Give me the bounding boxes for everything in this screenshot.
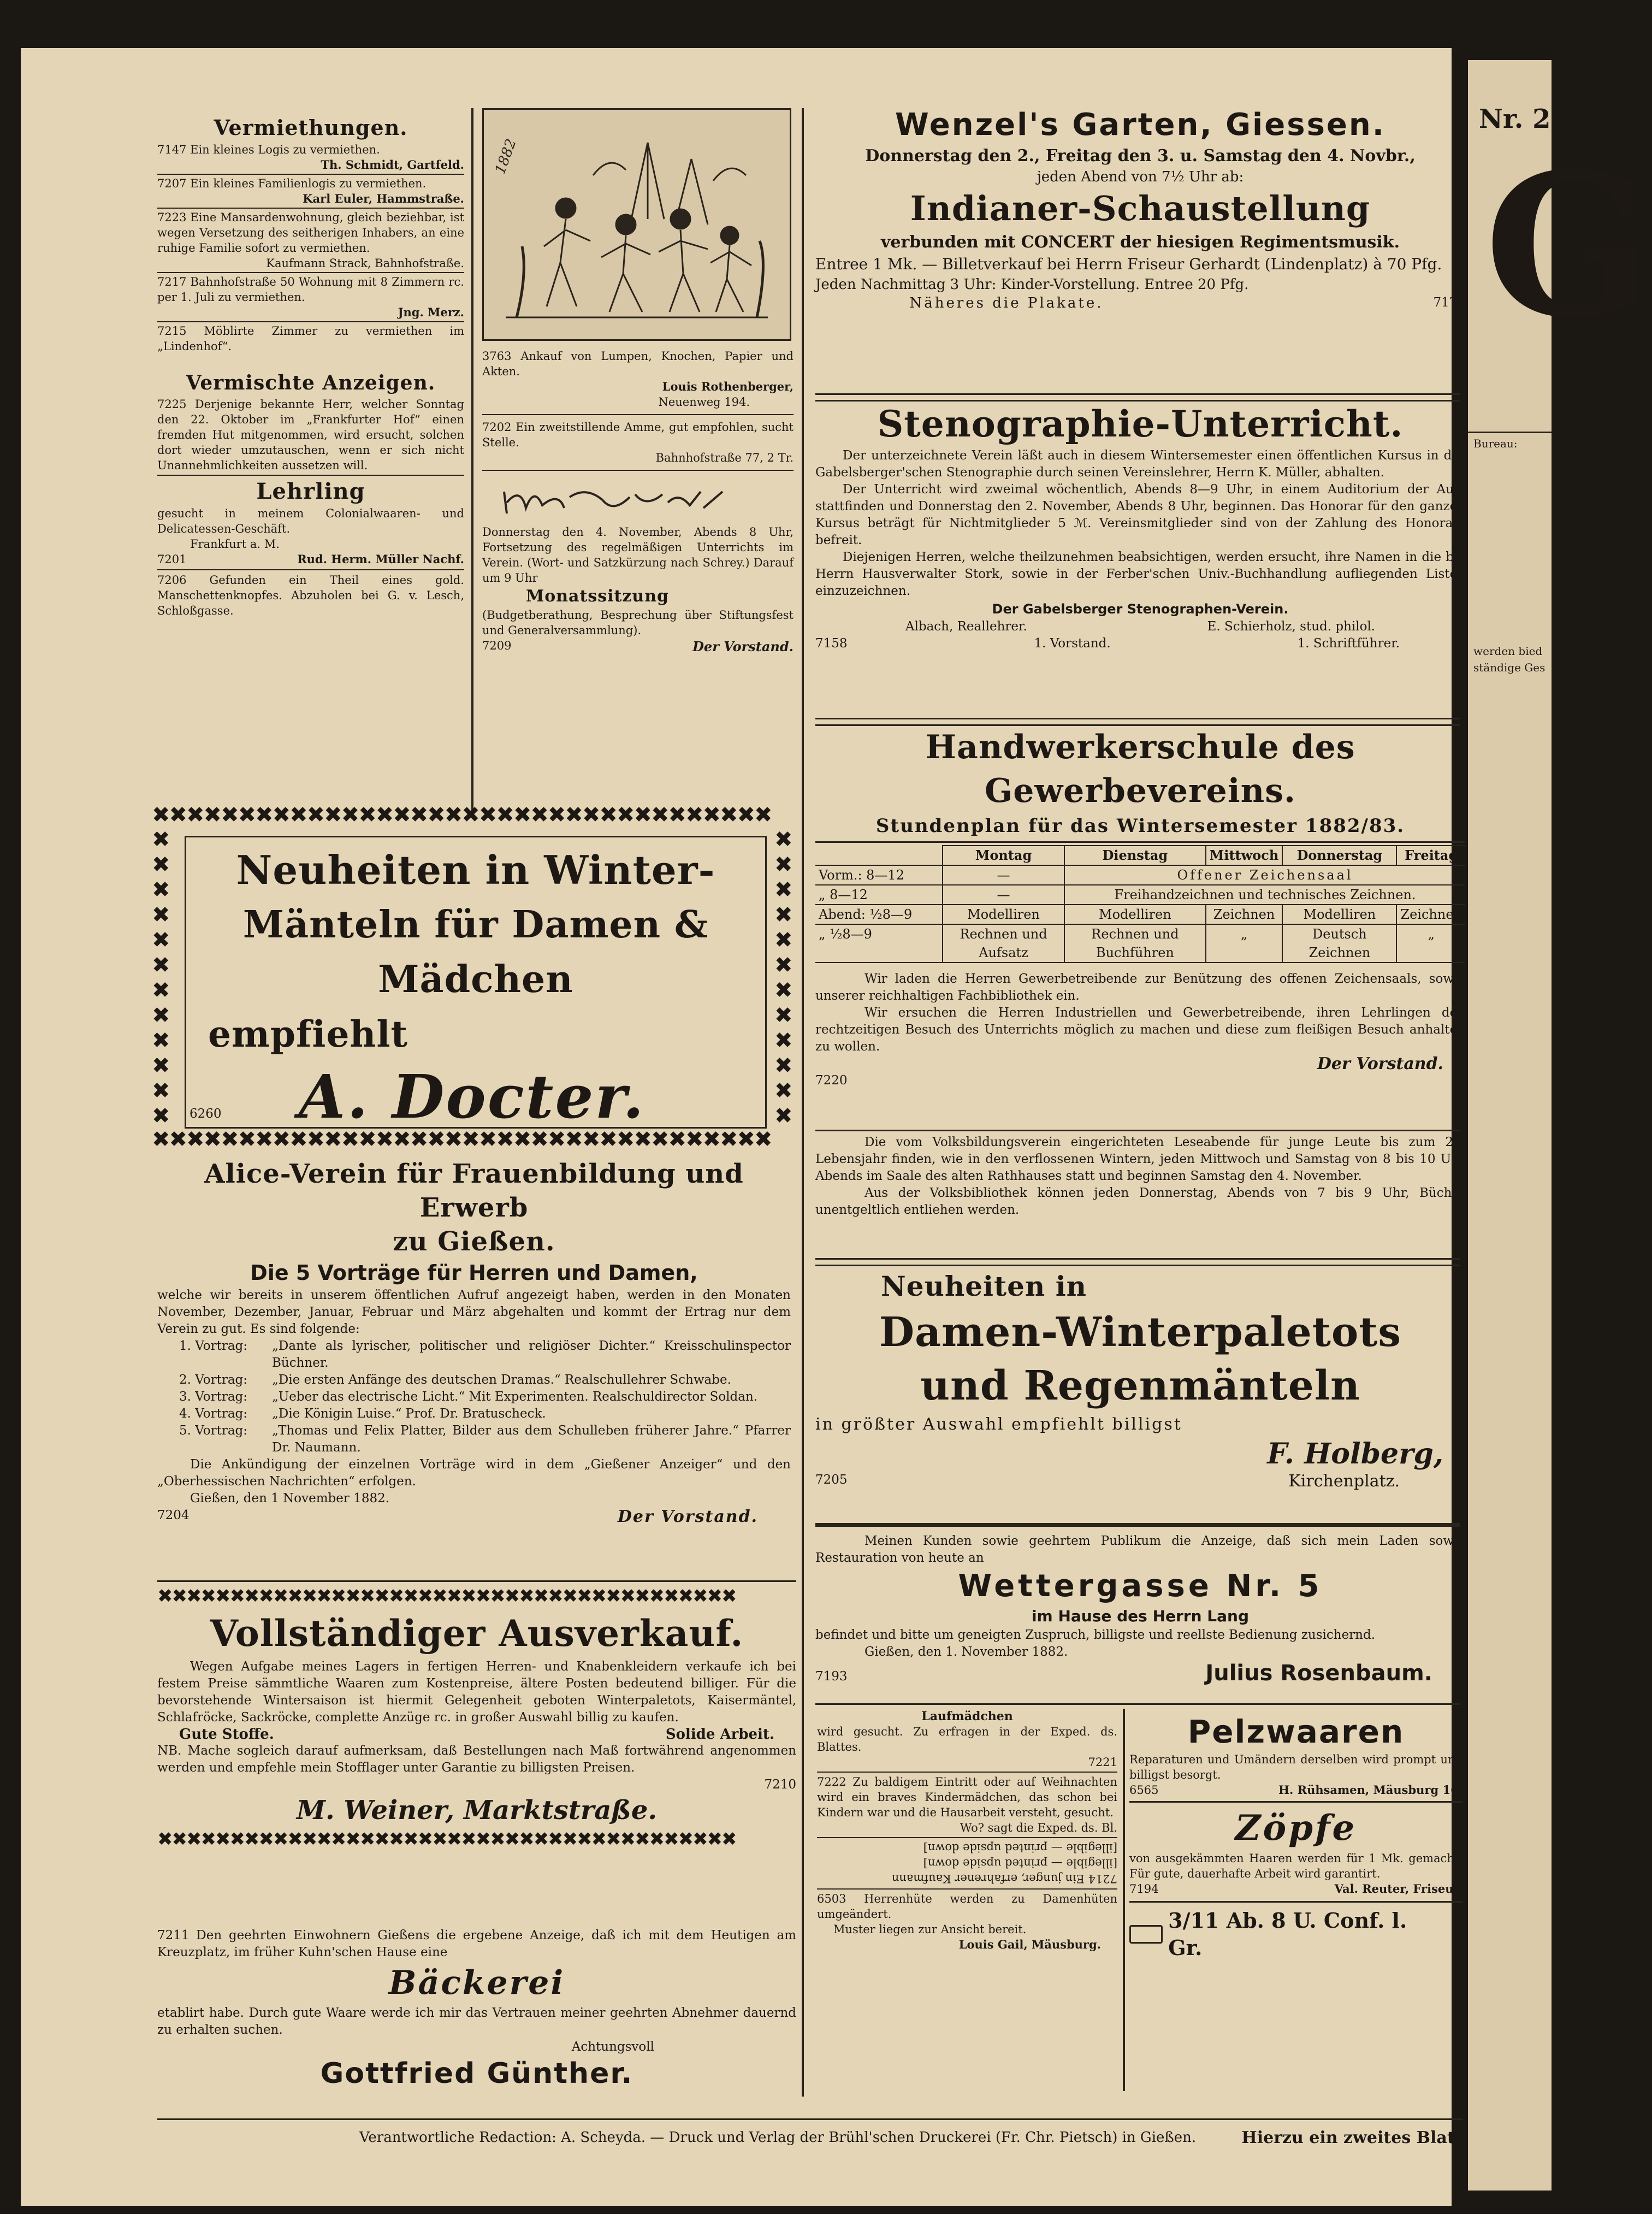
docter-inner — [185, 836, 767, 1132]
alice-title2: zu Gießen. — [393, 1226, 555, 1257]
next-page-strip — [1468, 60, 1652, 2191]
day-montag: Montag — [943, 846, 1064, 865]
cell: Rechnen und Aufsatz — [943, 924, 1064, 963]
rosen-big: Wettergasse Nr. 5 — [958, 1568, 1323, 1604]
talk-number: 1. Vortrag: — [179, 1339, 248, 1353]
ad-7225: 7225 Derjenige bekannte Herr, welcher Sonntag den 22. Oktober im „Frankfurter Hof“ einen fremden Hut mitgenommen, wird ersucht, solchen dort wieder umzutauschen, wenn er sich nicht Unannehmlichkeiten aussetzen will. — [157, 398, 464, 472]
ad-7147: 7147 Ein kleines Logis zu vermiethen. — [157, 143, 380, 156]
day-mittwoch: Mittwoch — [1206, 846, 1283, 865]
talk-text: „Thomas und Felix Platter, Bilder aus dem Schulleben früherer Jahre.“ Pfarrer Dr. Naumann. — [272, 1424, 791, 1455]
weiner-sign: M. Weiner, Marktstraße. — [296, 1795, 658, 1826]
rosen-name: Julius Rosenbaum. — [1205, 1661, 1432, 1686]
stundenplan-table — [815, 845, 1465, 963]
table-row — [815, 885, 1465, 905]
lauf-title: Laufmädchen — [921, 1709, 1013, 1723]
column-rule — [471, 108, 473, 813]
ad-7221: wird gesucht. Zu erfragen in der Exped. ds. Blattes. — [817, 1725, 1117, 1754]
pelz-ad — [1129, 1711, 1462, 2099]
cell: — — [943, 865, 1064, 885]
pelz-name: H. Rühsamen, Mäusburg 16. — [1278, 1783, 1462, 1797]
footer-text: Verantwortliche Redaction: A. Scheyda. — Druck und Verlag der Brühl'schen Druckerei (Fr. Chr. Pietsch) in Gießen. — [359, 2129, 1197, 2146]
steno-role2: 1. Schriftführer. — [1297, 636, 1400, 651]
upside-c: [illegible — printed upside down] — [923, 1841, 1117, 1855]
cross-border-right: ✖ ✖ ✖ ✖ ✖ ✖ ✖ ✖ ✖ ✖ ✖ ✖ — [774, 827, 793, 1129]
pelz-num: 6565 — [1129, 1784, 1159, 1797]
rule — [815, 1703, 1460, 1705]
cross-border-top: ✖✖✖✖✖✖✖✖✖✖✖✖✖✖✖✖✖✖✖✖✖✖✖✖✖✖✖✖✖✖✖✖✖✖✖✖ — [152, 802, 772, 828]
lehrling-num: 7201 — [157, 553, 187, 566]
small-ads — [817, 1709, 1117, 2102]
ad-7209-num: 7209 — [482, 639, 512, 652]
talk-number: 3. Vortrag: — [179, 1390, 248, 1404]
alice-talk-list — [157, 1338, 791, 1456]
conf-text: 3/11 Ab. 8 U. Conf. l. Gr. — [1168, 1908, 1407, 1960]
guenther-title: Bäckerei — [388, 1964, 565, 2002]
alice-outro: Die Ankündigung der einzelnen Vorträge wird in dem „Gießener Anzeiger“ und den „Oberhessischen Nachrichten“ erfolgen. — [157, 1457, 791, 1489]
wenzel-ad — [815, 105, 1465, 392]
steno-num: 7158 — [815, 636, 848, 651]
wenzel-entree: Entree 1 Mk. — Billetverkauf bei Herrn Friseur Gerhardt (Lindenplatz) à 70 Pfg. — [815, 255, 1442, 273]
verein-sign-row — [482, 638, 794, 655]
cell: „ — [1206, 924, 1283, 963]
talk-number: 4. Vortrag: — [179, 1407, 248, 1421]
ad-7202: 7202 Ein zweitstillende Amme, gut empfohlen, sucht Stelle. — [482, 421, 794, 449]
cell: Zeichnen — [1206, 905, 1283, 924]
cell: Freihandzeichnen und technisches Zeichnen. — [1064, 885, 1465, 905]
leseabende-ad — [815, 1134, 1465, 1257]
day-donnerstag: Donnerstag — [1282, 846, 1396, 865]
next-page-big-letter: G — [1484, 130, 1652, 361]
table-row — [815, 865, 1465, 885]
upside-a: 7214 Ein junger, erfahrener Kaufmann — [891, 1872, 1117, 1885]
row-time: „ ½8—9 — [815, 924, 943, 963]
weiner-solide: Solide Arbeit. — [665, 1726, 774, 1743]
lehrling-firm: Rud. Herm. Müller Nachf. — [297, 552, 464, 566]
ad-6503: 6503 Herrenhüte werden zu Damenhüten umgeändert. — [817, 1892, 1117, 1921]
footer-right: Hierzu ein zweites Blatt. — [1241, 2128, 1468, 2147]
holberg-l2: Damen-Winterpaletots — [879, 1309, 1402, 1356]
hand-pointer-icon — [1129, 1925, 1163, 1944]
talk-text: „Dante als lyrischer, politischer und religiöser Dichter.“ Kreisschulinspector Büchner. — [272, 1339, 791, 1370]
alice-verein-ad — [157, 1157, 791, 1580]
wenzel-show: Indianer-Schaustellung — [910, 188, 1371, 228]
weiner-gute: Gute Stoffe. — [179, 1726, 274, 1743]
cell: Rechnen und Buchführen — [1064, 924, 1206, 963]
rule — [815, 1258, 1460, 1266]
handwerk-text: Wir laden die Herren Gewerbetreibende zur Benützung des offenen Zeichensaals, sowie unserer reichhaltigen Fachbibliothek ein. — [815, 972, 1465, 1003]
stundenplan-header — [815, 846, 1465, 865]
wenzel-num: 7178 — [1433, 296, 1465, 310]
cell: Modelliren — [943, 905, 1064, 924]
holberg-num: 7205 — [815, 1473, 848, 1487]
weiner-ad — [157, 1584, 796, 1923]
ad-3763-addr: Neuenweg 194. — [658, 395, 750, 409]
ad-7207-sign: Karl Euler, Hammstraße. — [303, 192, 464, 205]
guenther-regards: Achtungsvoll — [571, 2040, 654, 2054]
talk-text: „Ueber das electrische Licht.“ Mit Experimenten. Realschuldirector Soldan. — [272, 1390, 758, 1404]
docter-num: 6260 — [190, 1107, 222, 1121]
column-rule — [1123, 1709, 1125, 2091]
wenzel-dates: Donnerstag den 2., Freitag den 3. u. Samstag den 4. Novbr., — [865, 146, 1416, 166]
vermischte-heading: Vermischte Anzeigen. — [186, 371, 436, 394]
holberg-name: F. Holberg, — [1267, 1437, 1443, 1471]
row-time: „ 8—12 — [815, 885, 943, 905]
day-freitag: Freitag — [1396, 846, 1465, 865]
row-time: Abend: ½8—9 — [815, 905, 943, 924]
upside-down-ad — [817, 1840, 1117, 1886]
holberg-l1: Neuheiten in — [881, 1270, 1087, 1302]
weiner-num: 7210 — [764, 1778, 796, 1792]
guenther-name: Gottfried Günther. — [320, 2057, 633, 2090]
ad-7202-addr: Bahnhofstraße 77, 2 Tr. — [655, 451, 794, 464]
alice-talk-item — [157, 1406, 791, 1422]
lese-text: Die vom Volksbildungsverein eingerichteten Leseabende für junge Leute bis zum 20. Lebensjahr finden, wie in den verflossenen Wintern, jeden Mittwoch und Samstag von 8 bis 10 Uhr Abends im Saale des alten Rathhauses statt und beginnen Samstag den 4. November. — [815, 1135, 1465, 1183]
steno-ad — [815, 400, 1465, 717]
handwerk-sub: Stundenplan für das Wintersemester 1882/83. — [875, 815, 1405, 837]
steno-text3: Diejenigen Herren, welche theilzunehmen beabsichtigen, werden ersucht, ihre Namen in die bei Herrn Hausverwalter Stork, sowie in der Ferber'schen Univ.-Buchhandlung aufliegenden Listen einzuzeichnen. — [815, 550, 1465, 598]
ad-7217-sign: Jng. Merz. — [398, 305, 464, 319]
next-page-l2: werden bied — [1473, 645, 1543, 658]
script-logo — [482, 475, 733, 524]
rule — [815, 1523, 1460, 1527]
zoepfe-name: Val. Reuter, Friseur. — [1334, 1882, 1462, 1896]
alice-talk-item — [157, 1338, 791, 1372]
weiner-text: Wegen Aufgabe meines Lagers in fertigen Herren- und Knabenkleidern verkaufe ich bei festem Preise sämmtliche Waaren zum Kostenpreise, ältere Posten bedeutend billiger. Für die bevorstehende Wintersaison ist hiermit Gelegenheit geboten Winterpaletots, Kaisermäntel, Schlafröcke, Sackröcke, complette Anzüge rc. in großer Auswahl billig zu kaufen. — [157, 1660, 796, 1725]
ad-7147-sign: Th. Schmidt, Gartfeld. — [321, 158, 464, 172]
handwerk-title: Handwerkerschule des Gewerbevereins. — [925, 728, 1355, 810]
alice-num: 7204 — [157, 1508, 190, 1522]
alice-sign: Der Vorstand. — [617, 1507, 758, 1526]
indian-illustration — [482, 108, 791, 341]
rule — [815, 718, 1460, 726]
wenzel-plakate: Näheres die Plakate. — [909, 294, 1104, 311]
verein-text: Donnerstag den 4. November, Abends 8 Uhr, Fortsetzung des regelmäßigen Unterrichts im Verein. (Wort- und Satzkürzung nach Schrey.) Darauf um 9 Uhr — [482, 526, 794, 585]
handwerk-text2: Wir ersuchen die Herren Industriellen und Gewerbetreibende, ihren Lehrlingen den rechtzeitigen Besuch des Unterrichts möglich zu machen und diese zum fleißigen Besuch anhalten zu wollen. — [815, 1006, 1465, 1054]
next-page-l3: ständige Ges — [1473, 661, 1546, 674]
upside-b: [illegible — printed upside down] — [923, 1857, 1117, 1870]
lehrling-sign-row — [157, 552, 464, 567]
steno-text: Der unterzeichnete Verein läßt auch in diesem Wintersemester einen öffentlichen Kursus in der Gabelsberger'schen Stenographie durch seinen Vereinslehrer, Herrn K. Müller, abhalten. — [815, 448, 1465, 480]
docter-ad — [152, 803, 796, 1153]
ad-6503-b: Muster liegen zur Ansicht bereit. — [833, 1923, 1027, 1936]
ad-7209-sign: Der Vorstand. — [692, 639, 794, 654]
steno-org: Der Gabelsberger Stenographen-Verein. — [992, 601, 1289, 617]
guenther-ad — [157, 1927, 796, 2116]
steno-sign2: E. Schierholz, stud. philol. — [1207, 619, 1376, 634]
talk-text: „Die ersten Anfänge des deutschen Dramas.“ Realschullehrer Schwabe. — [272, 1373, 731, 1387]
cell: Offener Zeichensaal — [1064, 865, 1465, 885]
alice-date: Gießen, den 1 November 1882. — [190, 1491, 390, 1505]
next-page-nr: Nr. 2 — [1479, 104, 1551, 134]
ad-7223: 7223 Eine Mansardenwohnung, gleich beziehbar, ist wegen Versetzung des seitherigen Inhabers, an eine ruhige Familie sofort zu vermiethen. — [157, 211, 464, 255]
cross-border-bottom: ✖✖✖✖✖✖✖✖✖✖✖✖✖✖✖✖✖✖✖✖✖✖✖✖✖✖✖✖✖✖✖✖✖✖✖✖ — [152, 1127, 772, 1152]
cell: Deutsch Zeichnen — [1282, 924, 1396, 963]
handwerk-sign: Der Vorstand. — [1317, 1054, 1443, 1073]
wenzel-time: jeden Abend von 7½ Uhr ab: — [1037, 169, 1244, 185]
conf-num: 7213 — [1449, 1920, 1462, 1949]
rosen-date: Gießen, den 1. November 1882. — [865, 1645, 1068, 1659]
newspaper-page — [21, 48, 1468, 2206]
holberg-l3: und Regenmänteln — [920, 1362, 1360, 1409]
cell: Modelliren — [1064, 905, 1206, 924]
steno-sign1: Albach, Reallehrer. — [905, 619, 1027, 634]
monatssitzung-title: Monatssitzung — [526, 587, 669, 606]
illustration-year: 1882 — [492, 137, 520, 176]
footer-rule — [157, 2118, 1462, 2120]
holberg-l4: in größter Auswahl empfiehlt billigst — [815, 1415, 1182, 1434]
rosen-num: 7193 — [815, 1669, 848, 1684]
cross-border-left: ✖ ✖ ✖ ✖ ✖ ✖ ✖ ✖ ✖ ✖ ✖ ✖ — [152, 827, 170, 1129]
column-2 — [482, 108, 794, 813]
ad-7223-sign: Kaufmann Strack, Bahnhofstraße. — [266, 257, 464, 270]
cross-border: ✖✖✖✖✖✖✖✖✖✖✖✖✖✖✖✖✖✖✖✖✖✖✖✖✖✖✖✖✖✖✖✖✖✖✖✖✖✖✖✖ — [157, 1828, 736, 1850]
alice-sub: Die 5 Vorträge für Herren und Damen, — [250, 1261, 698, 1285]
docter-line1: Neuheiten in Winter- — [236, 847, 715, 893]
holberg-addr: Kirchenplatz. — [1288, 1472, 1400, 1491]
docter-line2: Mänteln für Damen & Mädchen — [242, 903, 709, 1001]
wenzel-concert: verbunden mit CONCERT der hiesigen Regimentsmusik. — [880, 233, 1400, 252]
lehrling-text: gesucht in meinem Colonialwaaren- und Delicatessen-Geschäft. — [157, 507, 464, 535]
conf-row — [1129, 1907, 1462, 1962]
rosen-text: Meinen Kunden sowie geehrtem Publikum die Anzeige, daß sich mein Laden sowie Restauration von heute an — [815, 1534, 1465, 1565]
holberg-ad — [815, 1267, 1465, 1516]
lehrling-heading: Lehrling — [256, 479, 365, 504]
ad-7207: 7207 Ein kleines Familienlogis zu vermiethen. — [157, 177, 427, 190]
wenzel-title: Wenzel's Garten, Giessen. — [895, 107, 1386, 143]
ad-6503-c: Louis Gail, Mäusburg. — [958, 1938, 1101, 1951]
docter-line3: empfiehlt — [208, 1013, 408, 1055]
table-row — [815, 905, 1465, 924]
rosenbaum-ad — [815, 1533, 1465, 1702]
pelz-text: Reparaturen und Umändern derselben wird prompt und billigst besorgt. — [1129, 1753, 1462, 1781]
talk-number: 2. Vortrag: — [179, 1373, 248, 1387]
weiner-title: Vollständiger Ausverkauf. — [210, 1612, 744, 1655]
wenzel-kinder: Jeden Nachmittag 3 Uhr: Kinder-Vorstellung. Entree 20 Pfg. — [815, 276, 1249, 293]
steno-role1: 1. Vorstand. — [1034, 636, 1111, 651]
handwerk-ad — [815, 725, 1465, 1130]
docter-name: A. Docter. — [299, 1061, 646, 1132]
ad-7215: 7215 Möblirte Zimmer zu vermiethen im „Lindenhof“. — [157, 324, 464, 353]
society-flourish-logo — [482, 475, 794, 524]
steno-text2: Der Unterricht wird zweimal wöchentlich, Abends 8—9 Uhr, in einem Auditorium der Aula stattfinden und Donnerstag den 2. November, Abends 8 Uhr, beginnen. Das Honorar für den ganzen Kursus beträgt für Nichtmitglieder 5 ℳ. Vereinsmitglieder sind von der Zahlung des Honorars befreit. — [815, 482, 1465, 547]
footer — [359, 2124, 1468, 2151]
column-1 — [157, 114, 464, 807]
weiner-nb: NB. Mache sogleich darauf aufmerksam, daß Bestellungen nach Maß fortwährend angenommen werden und empfehle mein Stofflager unter Garantie zu billigsten Preisen. — [157, 1744, 796, 1775]
ad-7217: 7217 Bahnhofstraße 50 Wohnung mit 8 Zimmern rc. per 1. Juli zu vermiethen. — [157, 275, 464, 304]
lese-text2: Aus der Volksbibliothek können jeden Donnerstag, Abends von 7 bis 9 Uhr, Bücher unentgeltlich entliehen werden. — [815, 1186, 1465, 1217]
monatssitzung-sub: (Budgetberathung, Besprechung über Stiftungsfest und Generalversammlung). — [482, 609, 794, 637]
lehrling-place: Frankfurt a. M. — [190, 538, 280, 551]
ad-7222: 7222 Zu baldigem Eintritt oder auf Weihnachten wird ein braves Kindermädchen, das schon bei Kindern war und die Hausarbeit versteht, gesucht. — [817, 1775, 1117, 1819]
pelz-title: Pelzwaaren — [1187, 1713, 1405, 1750]
rule — [157, 1580, 796, 1582]
ad-7222-ref: Wo? sagt die Exped. ds. Bl. — [960, 1821, 1117, 1834]
alice-talk-item — [157, 1422, 791, 1456]
talk-text: „Die Königin Luise.“ Prof. Dr. Bratuscheck. — [272, 1407, 546, 1421]
next-page-l1: Bureau: — [1473, 437, 1518, 450]
vermiethungen-heading: Vermiethungen. — [214, 115, 408, 140]
cell: Modelliren — [1282, 905, 1396, 924]
cell: „ — [1396, 924, 1465, 963]
column-rule — [802, 108, 804, 2097]
zoepfe-title: Zöpfe — [1235, 1808, 1357, 1849]
cell: — — [943, 885, 1064, 905]
row-time: Vorm.: 8—12 — [815, 865, 943, 885]
alice-title: Alice-Verein für Frauenbildung und Erwerb — [204, 1159, 744, 1223]
ad-7206: 7206 Gefunden ein Theil eines gold. Manschettenknopfes. Abzuholen bei G. v. Lesch, Schloßgasse. — [157, 574, 464, 617]
cross-border: ✖✖✖✖✖✖✖✖✖✖✖✖✖✖✖✖✖✖✖✖✖✖✖✖✖✖✖✖✖✖✖✖✖✖✖✖✖✖✖✖ — [157, 1585, 736, 1607]
handwerk-num: 7220 — [815, 1073, 848, 1088]
table-row — [815, 924, 1465, 963]
alice-talk-item — [157, 1372, 791, 1389]
ad-7221-num: 7221 — [1088, 1756, 1117, 1769]
rule — [815, 1130, 1460, 1131]
cell: Zeichnen — [1396, 905, 1465, 924]
ad-3763: 3763 Ankauf von Lumpen, Knochen, Papier und Akten. — [482, 350, 794, 378]
guenther-text: 7211 Den geehrten Einwohnern Gießens die ergebene Anzeige, daß ich mit dem Heutigen am Kreuzplatz, im früher Kuhn'schen Hause eine — [157, 1928, 796, 1959]
indian-dance-image — [484, 110, 790, 339]
steno-title: Stenographie-Unterricht. — [877, 403, 1404, 445]
rosen-text2: befindet und bitte um geneigten Zuspruch, billigste und reellste Bedienung zusichernd. — [815, 1628, 1376, 1642]
guenther-text2: etablirt habe. Durch gute Waare werde ich mir das Vertrauen meiner geehrten Abnehmer dauernd zu erhalten suchen. — [157, 2006, 796, 2037]
alice-intro: welche wir bereits in unserem öffentlichen Aufruf angezeigt haben, werden in den Monaten November, Dezember, Januar, Februar und März abgehalten und kommt der Ertrag nur dem Verein zu gut. Es sind folgende: — [157, 1288, 791, 1336]
ad-3763-name: Louis Rothenberger, — [662, 380, 794, 393]
rosen-sub: im Hause des Herrn Lang — [1031, 1607, 1250, 1625]
zoepfe-num: 7194 — [1129, 1882, 1159, 1896]
day-dienstag: Dienstag — [1064, 846, 1206, 865]
zoepfe-text: von ausgekämmten Haaren werden für 1 Mk. gemacht. Für gute, dauerhafte Arbeit wird garantirt. — [1129, 1852, 1462, 1880]
talk-number: 5. Vortrag: — [179, 1424, 248, 1438]
alice-talk-item — [157, 1389, 791, 1406]
